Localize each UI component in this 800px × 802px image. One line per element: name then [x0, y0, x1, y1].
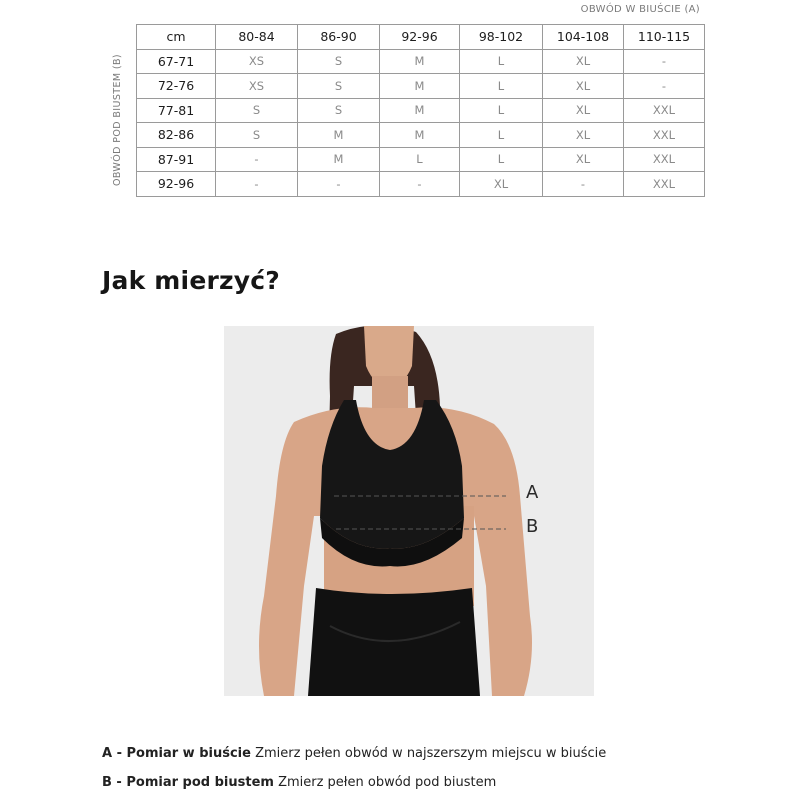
- instruction-title: B - Pomiar pod biustem: [102, 775, 274, 790]
- instruction-text: Zmierz pełen obwód pod biustem: [273, 775, 497, 790]
- table-row: [137, 74, 705, 99]
- row-header: 92-96: [137, 172, 216, 197]
- size-cell: L: [460, 123, 543, 148]
- size-cell: L: [460, 147, 543, 172]
- row-header: 72-76: [137, 74, 216, 99]
- size-cell: XL: [543, 49, 624, 74]
- row-header: 87-91: [137, 147, 216, 172]
- measurement-instructions: [102, 744, 606, 802]
- size-cell: S: [216, 123, 298, 148]
- corner-unit-label: cm: [137, 25, 216, 50]
- row-header: 77-81: [137, 98, 216, 123]
- size-cell: -: [216, 147, 298, 172]
- instruction-underbust: [102, 773, 606, 802]
- size-cell: XS: [216, 49, 298, 74]
- column-header: 110-115: [624, 25, 705, 50]
- size-cell: -: [624, 74, 705, 99]
- size-cell: -: [380, 172, 460, 197]
- table-row: [137, 147, 705, 172]
- size-cell: S: [216, 98, 298, 123]
- size-cell: XXL: [624, 147, 705, 172]
- instruction-bust: [102, 744, 606, 773]
- bust-circumference-caption: OBWÓD W BIUŚCIE (A): [580, 4, 700, 15]
- size-cell: S: [298, 49, 380, 74]
- size-cell: M: [380, 74, 460, 99]
- size-cell: XS: [216, 74, 298, 99]
- table-row: [137, 123, 705, 148]
- size-cell: S: [298, 74, 380, 99]
- size-cell: M: [380, 123, 460, 148]
- underbust-marker-label: B: [526, 516, 539, 537]
- table-row: [137, 98, 705, 123]
- table-row: [137, 172, 705, 197]
- column-header: 104-108: [543, 25, 624, 50]
- size-cell: XL: [460, 172, 543, 197]
- column-header: 80-84: [216, 25, 298, 50]
- size-cell: M: [380, 49, 460, 74]
- row-header: 67-71: [137, 49, 216, 74]
- instruction-title: A - Pomiar w biuście: [102, 746, 251, 761]
- size-cell: -: [298, 172, 380, 197]
- column-header: 92-96: [380, 25, 460, 50]
- instruction-text: Zmierz pełen obwód w najszerszym miejscu w biuście: [250, 746, 607, 761]
- size-chart-table: [136, 24, 705, 197]
- size-cell: L: [460, 74, 543, 99]
- size-cell: XL: [543, 147, 624, 172]
- size-cell: XXL: [624, 172, 705, 197]
- size-cell: M: [380, 98, 460, 123]
- size-cell: M: [298, 123, 380, 148]
- bust-marker-label: A: [526, 482, 539, 503]
- model-photo: [224, 326, 594, 696]
- size-cell: XL: [543, 98, 624, 123]
- column-header: 86-90: [298, 25, 380, 50]
- size-cell: -: [216, 172, 298, 197]
- size-cell: M: [298, 147, 380, 172]
- table-header-row: [137, 25, 705, 50]
- size-cell: L: [460, 98, 543, 123]
- table-row: [137, 49, 705, 74]
- size-cell: L: [460, 49, 543, 74]
- size-cell: L: [380, 147, 460, 172]
- size-cell: -: [624, 49, 705, 74]
- size-cell: XL: [543, 74, 624, 99]
- size-cell: -: [543, 172, 624, 197]
- row-header: 82-86: [137, 123, 216, 148]
- how-to-measure-heading: Jak mierzyć?: [102, 266, 280, 295]
- size-cell: S: [298, 98, 380, 123]
- column-header: 98-102: [460, 25, 543, 50]
- underbust-circumference-caption: OBWÓD POD BIUSTEM (B): [112, 53, 123, 187]
- size-cell: XL: [543, 123, 624, 148]
- size-cell: XXL: [624, 123, 705, 148]
- size-cell: XXL: [624, 98, 705, 123]
